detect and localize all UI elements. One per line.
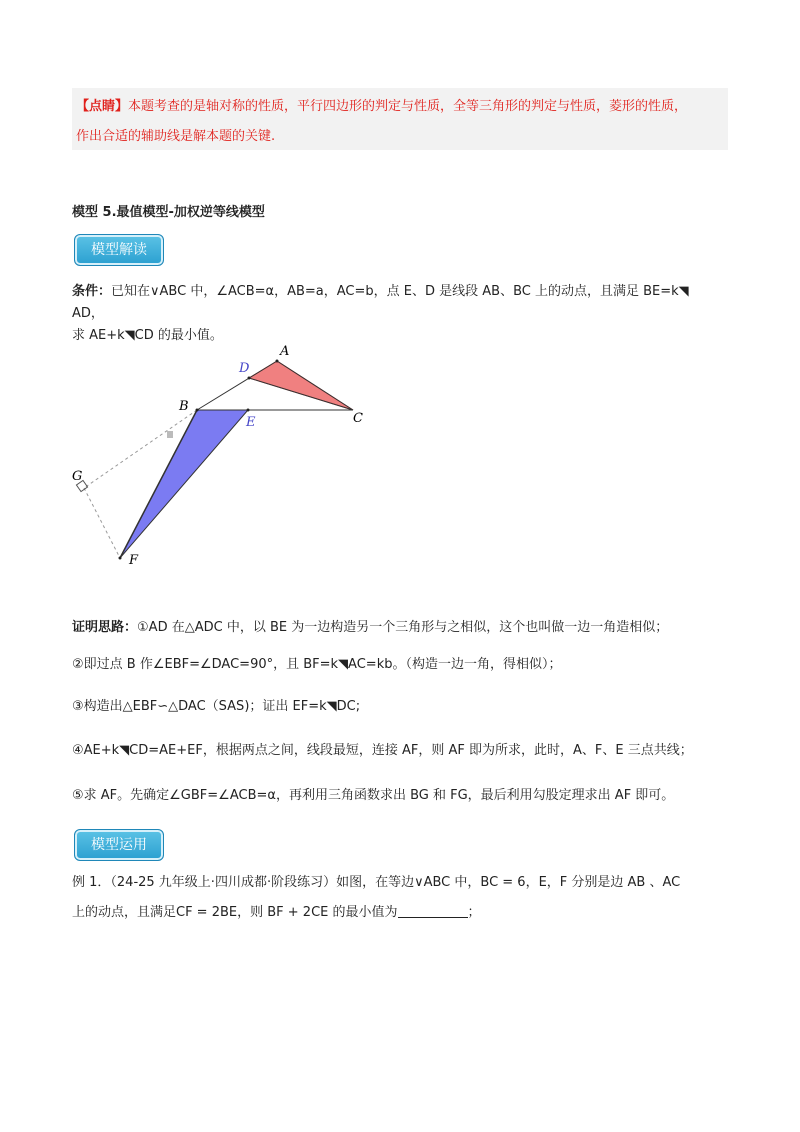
label-d: D: [239, 361, 250, 376]
label-a: A: [280, 344, 290, 359]
example-text-2: 上的动点，且满足CF = 2BE，则 BF + 2CE 的最小值为: [72, 905, 398, 920]
proof-line-3: ③构造出△EBF∽△DAC（SAS)；证出 EF=k◥DC;: [72, 699, 361, 714]
point-d: [248, 377, 251, 380]
badge-model-reading: 模型解读: [74, 234, 164, 266]
proof-text-1: ①AD 在△ADC 中，以 BE 为一边构造另一个三角形与之相似，这个也叫做一边一角造相似；: [137, 620, 669, 635]
point-b: [196, 409, 199, 412]
condition-text-1: 已知在∨ABC 中，∠ACB=α，AB=a，AC=b，点 E、D 是线段 AB、BC 上的动点，且满足 BE=k◥: [111, 284, 689, 299]
label-g: G: [72, 469, 83, 484]
label-e: E: [246, 415, 256, 430]
note-box: [72, 88, 728, 150]
triangle-bef-blue: [120, 410, 248, 558]
note-tag: 【点睛】: [76, 99, 129, 114]
condition-line-2: AD，: [72, 306, 104, 321]
note-line-2: 作出合适的辅助线是解本题的关键.: [76, 129, 276, 144]
segment-bf: [120, 410, 197, 558]
proof-line-4: ④AE+k◥CD=AE+EF，根据两点之间，线段最短，连接 AF，则 AF 即为所求，此时，A、F、E 三点共线；: [72, 743, 693, 758]
condition-line-3: 求 AE+k◥CD 的最小值。: [72, 328, 223, 343]
condition-line-1: [72, 282, 689, 302]
answer-blank: [398, 903, 468, 918]
example-text-2-end: ；: [467, 905, 481, 920]
badge-model-application: 模型运用: [74, 829, 164, 861]
note-line-1: [72, 92, 728, 122]
segment-gf: [84, 488, 120, 558]
example-line-2: [72, 903, 481, 923]
label-f: F: [129, 553, 139, 568]
proof-line-5: ⑤求 AF。先确定∠GBF=∠ACB=α，再利用三角函数求出 BG 和 FG，最后利用勾股定理求出 AF 即可。: [72, 788, 675, 803]
proof-line-1: [72, 618, 668, 638]
label-c: C: [353, 411, 363, 426]
point-a: [276, 360, 279, 363]
segment-ab: [197, 361, 277, 410]
label-b: B: [179, 399, 189, 414]
right-angle-mark-b: [167, 431, 173, 438]
proof-label: 证明思路：: [72, 620, 138, 635]
condition-label: 条件：: [72, 284, 112, 299]
example-line-1: 例 1．（24-25 九年级上·四川成都·阶段练习）如图，在等边∨ABC 中，BC = 6，E，F 分别是边 AB 、AC: [72, 875, 681, 890]
note-text-1: 本题考查的是轴对称的性质，平行四边形的判定与性质，全等三角形的判定与性质，菱形的性质，: [128, 99, 688, 114]
section-title: 模型 5.最值模型-加权逆等线模型: [72, 205, 265, 220]
point-f: [119, 557, 122, 560]
point-e: [247, 409, 250, 412]
proof-line-2: ②即过点 B 作∠EBF=∠DAC=90°，且 BF=k◥AC=kb。（构造一边一角，得相似）；: [72, 657, 562, 672]
geometry-figure: [60, 340, 380, 575]
